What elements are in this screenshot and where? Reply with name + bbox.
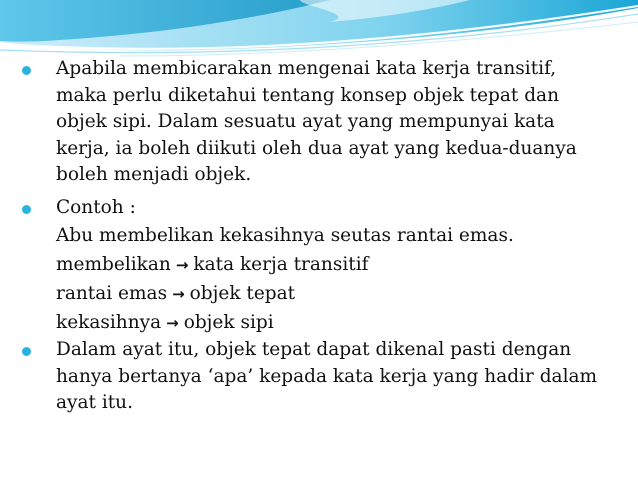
bullet-dot-icon [22, 205, 31, 214]
example-mapping-row [56, 250, 612, 279]
mapping-meaning: kata kerja transitif [193, 254, 369, 275]
example-mapping-row [56, 279, 612, 308]
bullet-dot-icon [22, 66, 31, 75]
example-block [12, 221, 612, 337]
mapping-term: kekasihnya [56, 312, 162, 333]
bullet-item [12, 337, 612, 417]
arrow-right-icon: → [166, 314, 179, 332]
bullet-item [12, 195, 612, 222]
bullet-item [12, 56, 612, 189]
bullet-text: Dalam ayat itu, objek tepat dapat dikenal pasti dengan hanya bertanya ‘apa’ kepada kata kerja yang hadir dalam ayat itu. [56, 339, 598, 413]
arrow-right-icon: → [172, 285, 185, 303]
example-sentence: Abu membelikan kekasihnya seutas rantai emas. [56, 225, 514, 246]
slide-content [12, 56, 612, 417]
mapping-meaning: objek sipi [183, 312, 274, 333]
example-mapping-row [56, 308, 612, 337]
bullet-text: Contoh : [56, 196, 136, 218]
bullet-dot-icon [22, 347, 31, 356]
bullet-text: Apabila membicarakan mengenai kata kerja transitif, maka perlu diketahui tentang konsep objek tepat dan objek sipi. Dalam sesuatu ayat yang mempunyai kata kerja, ia boleh diikuti oleh dua ayat yang kedua-duanya boleh menjadi objek. [56, 58, 577, 185]
arrow-right-icon: → [175, 256, 189, 274]
mapping-term: rantai emas [56, 283, 168, 304]
mapping-meaning: objek tepat [189, 283, 296, 304]
mapping-term: membelikan [56, 254, 171, 275]
